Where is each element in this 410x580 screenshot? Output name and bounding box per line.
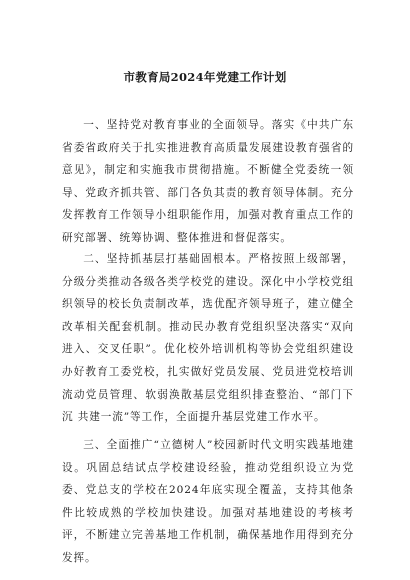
paragraph-3: 三、全面推广“立德树人”校园新时代文明实践基地建设。巩固总结试点学校建设经验，推动党组织设立为党委、党总支的学校在2024年底实现全覆盖，支持其他条件比较成熟的学校加快建设。加强对基地建设的考核考评，不断建立完善基地工作机制，确保基地作用得到充分发挥。 [62, 439, 354, 564]
paragraph-1: 一、坚持党对教育事业的全面领导。落实《中共广东省委省政府关于扎实推进教育高质量发展建设教育强省的意见》，制定和实施我市贯彻措施。不断健全党委统一领导、党政齐抓共管、部门各负其责的教育领导体制。充分发挥教育工作领导小组职能作用，加强对教育重点工作的研究部署、统筹协调、整体推进和督促落实。 [62, 119, 354, 244]
document-title: 市教育局2024年党建工作计划 [123, 70, 287, 84]
paragraph-2: 二、坚持抓基层打基础固根本。严格按照上级部署，分级分类推动各级各类学校党的建设。深化中小学校党组织领导的校长负责制改革，选优配齐领导班子，建立健全改革相关配套机制。推动民办教育党组织坚决落实“双向进入、交叉任职”。优化校外培训机构等协会党组织建设办好教育工委党校，扎实做好党员发展、党员进党校培训流动党员管理、软弱涣散基层党组织排查整治、“部门下沉 共建一流”等工作，全面提升基层党建工作水平。 [62, 253, 354, 424]
